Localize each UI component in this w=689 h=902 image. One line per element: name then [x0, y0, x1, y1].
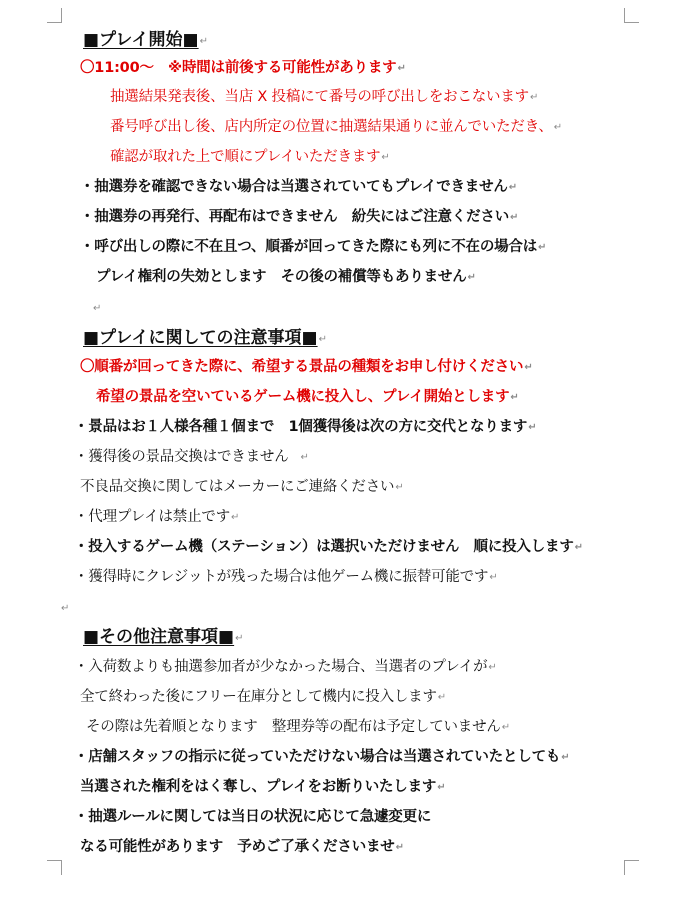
text-line: 抽選結果発表後、当店 X 投稿にて番号の呼び出しをおこないます↵ — [110, 89, 539, 105]
text-line: その際は先着順となります 整理券等の配布は予定していません↵ — [86, 719, 510, 735]
text-line: 当選された権利をはく奪し、プレイをお断りいたします↵ — [80, 779, 446, 795]
text-line: ・獲得時にクレジットが残った場合は他ゲーム機に振替可能です↵ — [74, 569, 498, 585]
page-corner-top-left — [47, 8, 62, 23]
text-line: ・投入するゲーム機（ステーション）は選択いただけません 順に投入します↵ — [74, 539, 583, 555]
page-corner-bottom-right — [624, 860, 639, 875]
text-line: なる可能性があります 予めご了承くださいませ↵ — [80, 839, 404, 855]
text-line: 全て終わった後にフリー在庫分として機内に投入します↵ — [80, 689, 446, 705]
play-start-time: 〇11:00～ ※時間は前後する可能性があります↵ — [80, 60, 406, 76]
empty-paragraph: ↵ — [61, 603, 70, 614]
text-line: ・代理プレイは禁止です↵ — [74, 509, 240, 525]
text-line: 確認が取れた上で順にプレイいただきます↵ — [110, 149, 390, 165]
text-line: ・景品はお１人様各種１個まで 1個獲得後は次の方に交代となります↵ — [74, 419, 537, 435]
text-line: ・獲得後の景品交換はできません ↵ — [74, 449, 309, 465]
text-line: プレイ権利の失効とします その後の補償等もありません↵ — [96, 269, 476, 285]
text-line: 番号呼び出し後、店内所定の位置に抽選結果通りに並んでいただき、↵ — [110, 119, 562, 135]
text-line: 不良品交換に関してはメーカーにご連絡ください↵ — [80, 479, 404, 495]
text-line: 〇順番が回ってきた際に、希望する景品の種類をお申し付けください↵ — [80, 359, 533, 375]
section-heading-play-start: ■プレイ開始■↵ — [83, 30, 208, 50]
text-line: ・入荷数よりも抽選参加者が少なかった場合、当選者のプレイが↵ — [74, 659, 497, 675]
paragraph-mark: ↵ — [199, 36, 208, 47]
text-line: ・呼び出しの際に不在且つ、順番が回ってきた際にも列に不在の場合は↵ — [80, 239, 547, 255]
page-corner-bottom-left — [47, 860, 62, 875]
section-heading-play-notes: ■プレイに関しての注意事項■↵ — [83, 328, 327, 348]
section-heading-other-notes: ■その他注意事項■↵ — [83, 627, 244, 647]
text-line: ・店舗スタッフの指示に従っていただけない場合は当選されていたとしても↵ — [74, 749, 570, 765]
text-line: 希望の景品を空いているゲーム機に投入し、プレイ開始とします↵ — [96, 389, 519, 405]
page-corner-top-right — [624, 8, 639, 23]
text-line: ・抽選券を確認できない場合は当選されていてもプレイできません↵ — [80, 179, 517, 195]
empty-paragraph: ↵ — [93, 303, 102, 314]
text-line: ・抽選券の再発行、再配布はできません 紛失にはご注意ください↵ — [80, 209, 519, 225]
text-line: ・抽選ルールに関しては当日の状況に応じて急遽変更に — [74, 809, 432, 825]
